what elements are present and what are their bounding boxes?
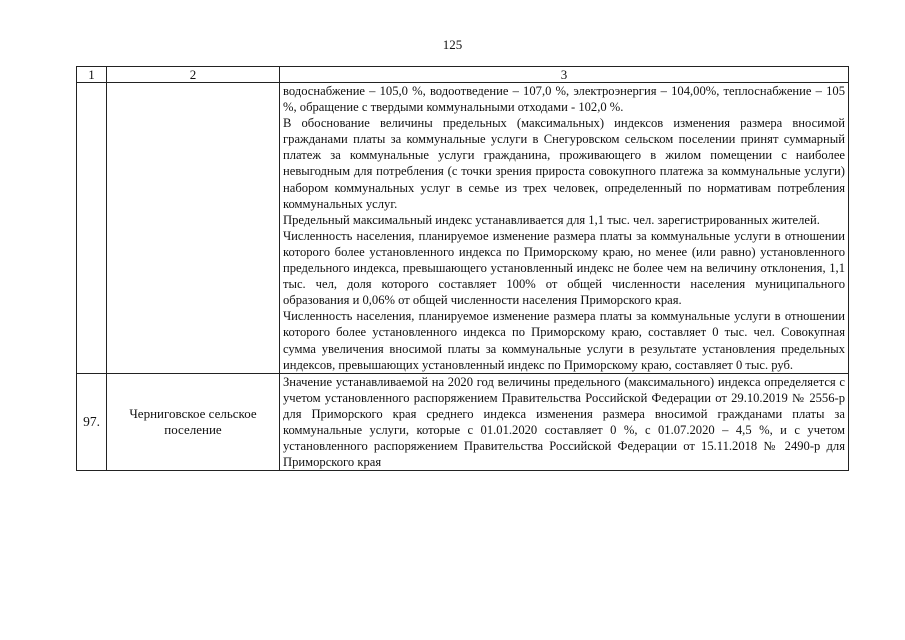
paragraph: В обоснование величины предельных (максимальных) индексов изменения размера вносимой гражданами платы за коммунальные услуги в Снегуровском сельском поселении принят суммарный платеж за коммунальные услуги гражданина, проживающего в жилом помещении с наиболее невыгодным для потребления (с точки зрения прироста совокупного платежа за коммунальные услуги) набором коммунальных услуг в семье из трех человек, определенный по нормативам потребления коммунальных услуг. <box>283 116 845 211</box>
table-row <box>77 83 849 374</box>
document-table <box>76 66 849 471</box>
row-number <box>77 83 107 374</box>
description-cell <box>280 83 849 374</box>
paragraph: Значение устанавливаемой на 2020 год величины предельного (максимального) индекса определяется с учетом установленного распоряжением Правительства Российской Федерации от 29.10.2019 № 2556-р для Приморского края среднего индекса изменения размера вносимой гражданами платы за коммунальные услуги, которые с 01.01.2020 составляет 0 %, с 01.07.2020 – 4,5 %, и с учетом установленного распоряжением Правительства Российской Федерации от 15.11.2018 № 2490-р для Приморского края <box>283 374 845 470</box>
table-header-row <box>77 67 849 83</box>
header-col-1: 1 <box>77 67 107 83</box>
table-row <box>77 373 849 471</box>
paragraph: водоснабжение – 105,0 %, водоотведение – 107,0 %, электроэнергия – 104,00%, теплоснабжение – 105 %, обращение с твердыми коммунальными отходами - 102,0 %. <box>283 84 845 115</box>
settlement-name: Черниговское сельское поселение <box>107 373 280 471</box>
page-number: 125 <box>442 37 463 52</box>
paragraph: Численность населения, планируемое изменение размера платы за коммунальные услуги в отношении которого более установленного индекса по Приморскому краю, но менее (или равно) установленного предельного индекса, превышающего установленный индекс не более чем на величину отклонения, 1,1 тыс. чел, доля которого составляет 100% от общей численности населения муниципального образования и 0,06% от общей численности населения Приморского края. <box>283 228 845 308</box>
header-col-2: 2 <box>107 67 280 83</box>
description-cell <box>280 373 849 471</box>
header-col-3: 3 <box>280 67 849 83</box>
paragraph: Численность населения, планируемое изменение размера платы за коммунальные услуги в отношении которого более установленного индекса по Приморскому краю, составляет 0 тыс. чел. Совокупная сумма увеличения вносимой платы за коммунальные услуги в результате установления предельных индексов, превышающих установленный индекс по Приморскому краю, составляет 0 тыс. руб. <box>283 309 845 372</box>
row-number: 97. <box>77 373 107 471</box>
paragraph: Предельный максимальный индекс устанавливается для 1,1 тыс. чел. зарегистрированных жителей. <box>283 212 820 227</box>
settlement-name <box>107 83 280 374</box>
